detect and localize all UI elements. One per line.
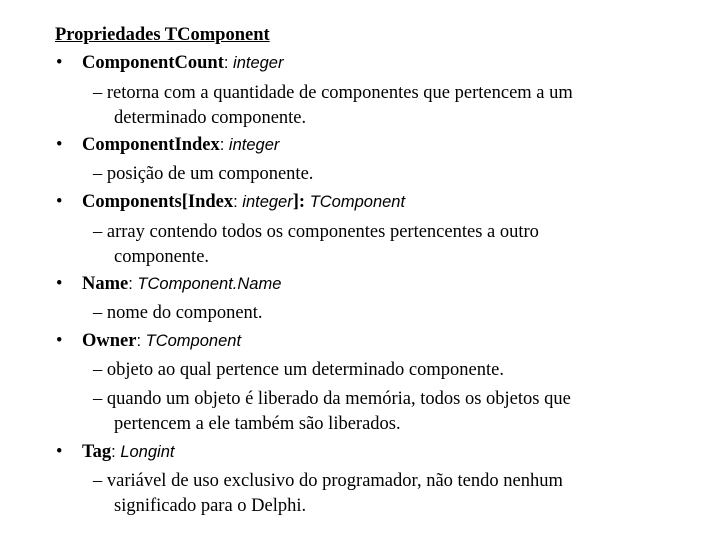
property-type: integer [228, 136, 280, 154]
bullet-icon: • [56, 192, 63, 212]
property-name: Owner [82, 331, 137, 351]
description-continuation: significado para o Delphi. [114, 496, 307, 516]
property-type: TComponent [309, 193, 406, 211]
bullet-icon: • [56, 274, 63, 294]
bracket-close: ]: [292, 192, 310, 212]
property-name: Name [82, 274, 129, 294]
description-text: objeto ao qual pertence um determinado componente. [106, 360, 504, 380]
description-line [93, 388, 571, 410]
bullet-icon: • [56, 442, 63, 462]
property-type: Longint [120, 443, 175, 461]
property-componentindex [82, 134, 279, 156]
description-line [93, 470, 563, 492]
description-text: posição de um componente. [106, 164, 314, 184]
bullet-icon: • [56, 135, 63, 155]
property-name: ComponentCount [82, 53, 224, 73]
description-continuation: pertencem a ele também são liberados. [114, 414, 401, 434]
type-separator: : [223, 54, 234, 72]
property-name: ComponentIndex [82, 135, 220, 155]
description-line [93, 302, 263, 324]
property-tag [82, 441, 174, 463]
dash: – [93, 303, 103, 323]
dash: – [93, 360, 103, 380]
type-separator: : [233, 193, 243, 211]
description-continuation: determinado componente. [114, 108, 307, 128]
dash: – [93, 389, 103, 409]
description-line [93, 82, 573, 104]
description-line [93, 359, 504, 381]
bullet-icon: • [56, 331, 63, 351]
description-text: variável de uso exclusivo do programador, não tendo nenhum [106, 471, 563, 491]
description-text: retorna com a quantidade de componentes que pertencem a um [106, 83, 573, 103]
description-text: quando um objeto é liberado da memória, todos os objetos que [106, 389, 571, 409]
property-type: TComponent [145, 332, 242, 350]
property-name-item [82, 273, 281, 295]
parameter-type: integer [242, 193, 293, 211]
property-components [82, 191, 405, 213]
dash: – [93, 222, 103, 242]
dash: – [93, 164, 103, 184]
property-name: Tag [82, 442, 112, 462]
property-owner [82, 330, 241, 352]
dash: – [93, 471, 103, 491]
description-line [93, 163, 313, 185]
bullet-icon: • [56, 53, 63, 73]
type-separator: : [219, 136, 229, 154]
description-text: nome do component. [106, 303, 263, 323]
property-name: Components[Index [82, 192, 234, 212]
property-type: integer [233, 54, 284, 72]
property-type: TComponent.Name [137, 275, 282, 293]
dash: – [93, 83, 103, 103]
type-separator: : [111, 443, 121, 461]
type-separator: : [128, 275, 138, 293]
description-continuation: componente. [114, 247, 210, 267]
description-text: array contendo todos os componentes pertencentes a outro [106, 222, 539, 242]
property-componentcount [82, 52, 283, 74]
page-title: Propriedades TComponent [55, 25, 270, 45]
type-separator: : [136, 332, 146, 350]
description-line [93, 221, 539, 243]
